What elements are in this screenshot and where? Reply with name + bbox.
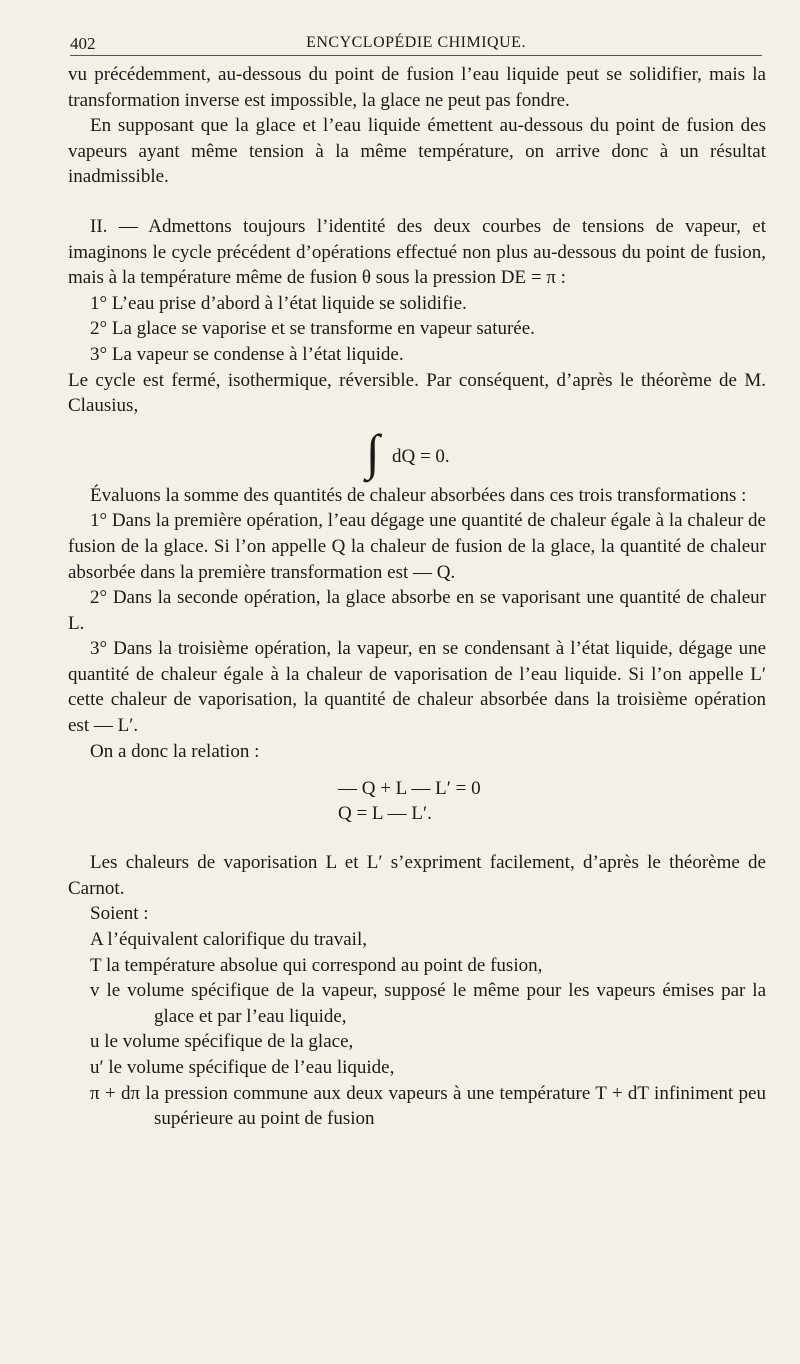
integral-sign: ∫ <box>366 423 380 480</box>
definition-item: A l’équivalent calorifique du travail, <box>90 929 367 951</box>
definition-item: u′ le volume spécifique de l’eau liquide, <box>90 1057 395 1078</box>
paragraph: On a donc la relation : <box>90 740 260 762</box>
step-item: 2° La glace se vaporise et se transforme en vapeur saturée. <box>90 318 535 340</box>
paragraph: En supposant que la glace et l’eau liquide émettent au-dessous du point de fusion des vapeurs ayant même tension à la même température, on arrive donc à un résultat inadmissible. <box>68 115 766 188</box>
paragraph: Évaluons la somme des quantités de chaleur absorbées dans ces trois transformations : <box>90 484 747 506</box>
page-number: 402 <box>70 34 96 53</box>
definition-item: π + dπ la pression commune aux deux vapeurs à une température T + dT infiniment peu supérieure au point de fusion <box>90 1082 766 1130</box>
integral-expression: dQ = 0. <box>392 445 450 467</box>
equation: Q = L — L′. <box>338 803 432 825</box>
definition-item: u le volume spécifique de la glace, <box>90 1031 354 1053</box>
definition-item: T la température absolue qui correspond au point de fusion, <box>90 954 543 976</box>
paragraph: Soient : <box>90 903 149 925</box>
paragraph: 3° Dans la troisième opération, la vapeur, en se condensant à l’état liquide, dégage une quantité de chaleur égale à la chaleur de vaporisation de l’eau liquide. Si l’on appelle L′ cette chaleur de vaporisation, la quantité de chaleur absorbée dans la troisième opération est — L′. <box>68 638 766 737</box>
paragraph: Les chaleurs de vaporisation L et L′ s’expriment facilement, d’après le théorème de Carnot. <box>68 852 766 899</box>
paragraph: Le cycle est fermé, isothermique, réversible. Par conséquent, d’après le théorème de M. Clausius, <box>68 369 766 417</box>
definition-item: v le volume spécifique de la vapeur, supposé le même pour les vapeurs émises par la glace et par l’eau liquide, <box>90 980 766 1027</box>
paragraph: II. — Admettons toujours l’identité des deux courbes de tensions de vapeur, et imaginons le cycle précédent d’opérations effectué non plus au-dessous du point de fusion, mais à la température même de fusion θ sous la pression DE = π : <box>68 215 766 289</box>
paragraph: vu précédemment, au-dessous du point de fusion l’eau liquide peut se solidifier, mais la transformation inverse est impossible, la glace ne peut pas fondre. <box>68 64 766 111</box>
paragraph: 2° Dans la seconde opération, la glace absorbe en se vaporisant une quantité de chaleur L. <box>68 587 766 634</box>
equation-block <box>338 776 766 826</box>
equation: — Q + L — L′ = 0 <box>338 778 481 800</box>
header-rule <box>70 55 762 56</box>
paragraph: 1° Dans la première opération, l’eau dégage une quantité de chaleur égale à la chaleur de fusion de la glace. Si l’on appelle Q la chaleur de fusion de la glace, la quantité de chaleur absorbée dans la première transformation est — Q. <box>68 510 766 583</box>
page-body <box>68 62 766 1132</box>
integral-equation <box>68 419 766 483</box>
step-item: 1° L’eau prise d’abord à l’état liquide se solidifie. <box>90 292 467 314</box>
step-item: 3° La vapeur se condense à l’état liquide. <box>90 343 404 365</box>
running-title: ENCYCLOPÉDIE CHIMIQUE. <box>306 34 526 51</box>
page-header <box>70 34 762 56</box>
